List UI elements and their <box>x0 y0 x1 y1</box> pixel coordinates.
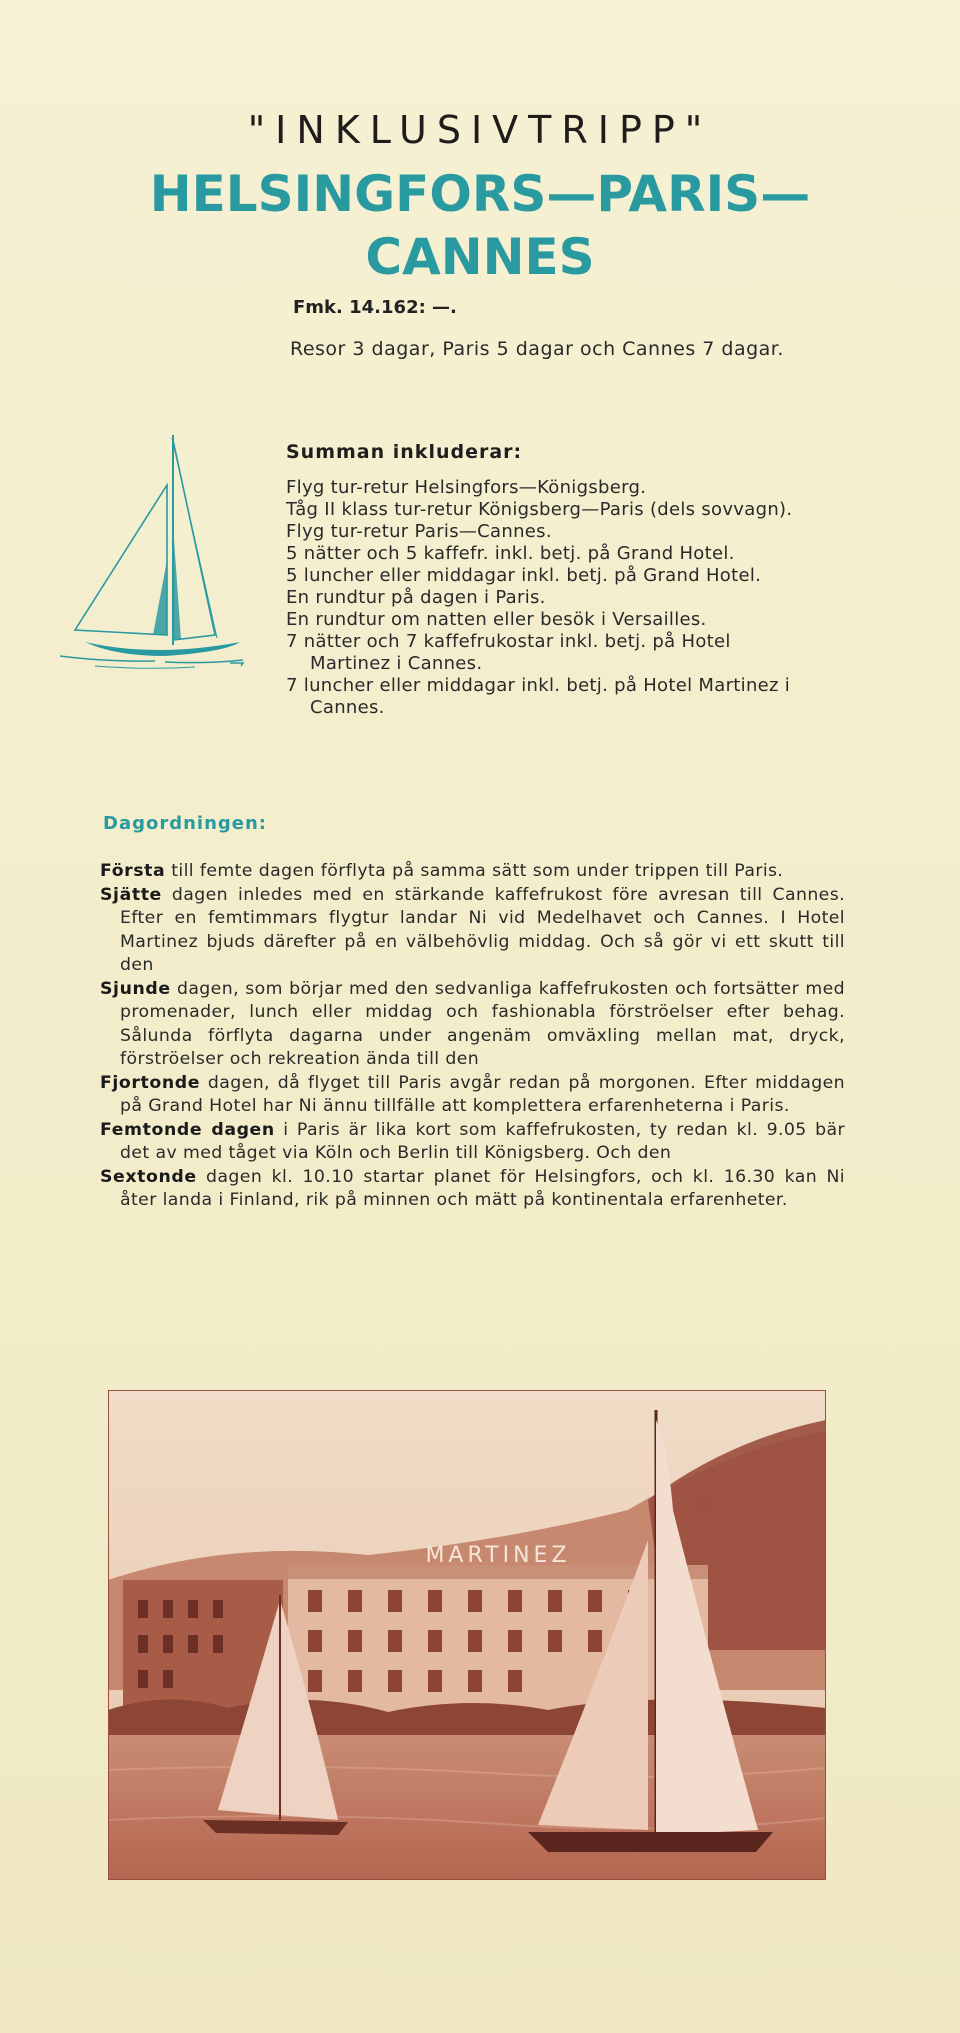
day-paragraph <box>100 1072 845 1119</box>
list-item: 7 luncher eller middagar inkl. betj. på Hotel Martinez i Cannes. <box>286 675 791 718</box>
itinerary-heading: Dagordningen: <box>103 813 268 834</box>
list-item: 7 nätter och 7 kaffefrukostar inkl. betj. på Hotel Martinez i Cannes. <box>286 631 731 674</box>
title-line-1: HELSINGFORS—PARIS— <box>149 165 811 223</box>
day-lead: Fjortonde <box>100 1072 201 1093</box>
hotel-martinez-photo <box>108 1390 826 1880</box>
sailboat-illustration <box>55 430 245 675</box>
day-text: dagen kl. 10.10 startar planet för Helsingfors, och kl. 16.30 kan Ni åter landa i Finland, rik på minnen och mätt på kontinentala erfarenheter. <box>120 1166 845 1210</box>
day-lead: Femtonde dagen <box>100 1119 275 1140</box>
trip-summary: Resor 3 dagar, Paris 5 dagar och Cannes 7 dagar. <box>290 338 784 360</box>
day-paragraph <box>100 978 845 1072</box>
day-text: dagen inledes med en stärkande kaffefrukost före avresan till Cannes. Efter en femtimmars flygtur landar Ni vid Medelhavet och Cannes. I Hotel Martinez bjuds därefter på en välbehövlig middag. Och så gör vi ett skutt till den <box>120 884 845 975</box>
includes-heading: Summan inkluderar: <box>286 441 523 463</box>
hotel-sign: MARTINEZ <box>425 1543 571 1568</box>
title-line-2: CANNES <box>365 228 595 286</box>
includes-list <box>286 477 806 719</box>
day-paragraph <box>100 860 845 884</box>
price: Fmk. 14.162: —. <box>293 297 457 318</box>
day-paragraph <box>100 1119 845 1166</box>
list-item: Flyg tur-retur Paris—Cannes. <box>286 521 552 542</box>
itinerary-text <box>100 860 845 1213</box>
day-text: i Paris är lika kort som kaffefrukosten, ty redan kl. 9.05 bär det av med tåget via Köln och Berlin till Königsberg. Och den <box>120 1119 845 1163</box>
day-lead: Första <box>100 861 166 881</box>
sail-number: F 50 <box>683 1498 714 1514</box>
day-lead: Sjätte <box>100 884 162 905</box>
day-lead: Sjunde <box>100 978 171 999</box>
list-item: En rundtur på dagen i Paris. <box>286 587 546 608</box>
day-text: till femte dagen förflyta på samma sätt som under trippen till Paris. <box>165 861 784 881</box>
day-paragraph <box>100 1166 845 1213</box>
list-item: En rundtur om natten eller besök i Versailles. <box>286 609 707 630</box>
list-item: 5 nätter och 5 kaffefr. inkl. betj. på Grand Hotel. <box>286 543 735 564</box>
list-item: Flyg tur-retur Helsingfors—Königsberg. <box>286 477 647 498</box>
day-paragraph <box>100 884 845 978</box>
day-text: dagen, då flyget till Paris avgår redan på morgonen. Efter middagen på Grand Hotel har Ni ännu tillfälle att komplettera erfarenheterna i Paris. <box>120 1072 845 1116</box>
day-text: dagen, som börjar med den sedvanliga kaffefrukosten och fortsätter med promenader, lunch eller middag och fashionabla förströelser efter behag. Sålunda förflyta dagarna under angenäm omväxling mellan mat, dryck, förströelser och rekreation ända till den <box>120 978 845 1069</box>
list-item: Tåg II klass tur-retur Königsberg—Paris (dels sovvagn). <box>286 499 793 520</box>
day-lead: Sextonde <box>100 1166 197 1187</box>
list-item: 5 luncher eller middagar inkl. betj. på Grand Hotel. <box>286 565 762 586</box>
kicker: "INKLUSIVTRIPP" <box>247 108 713 152</box>
